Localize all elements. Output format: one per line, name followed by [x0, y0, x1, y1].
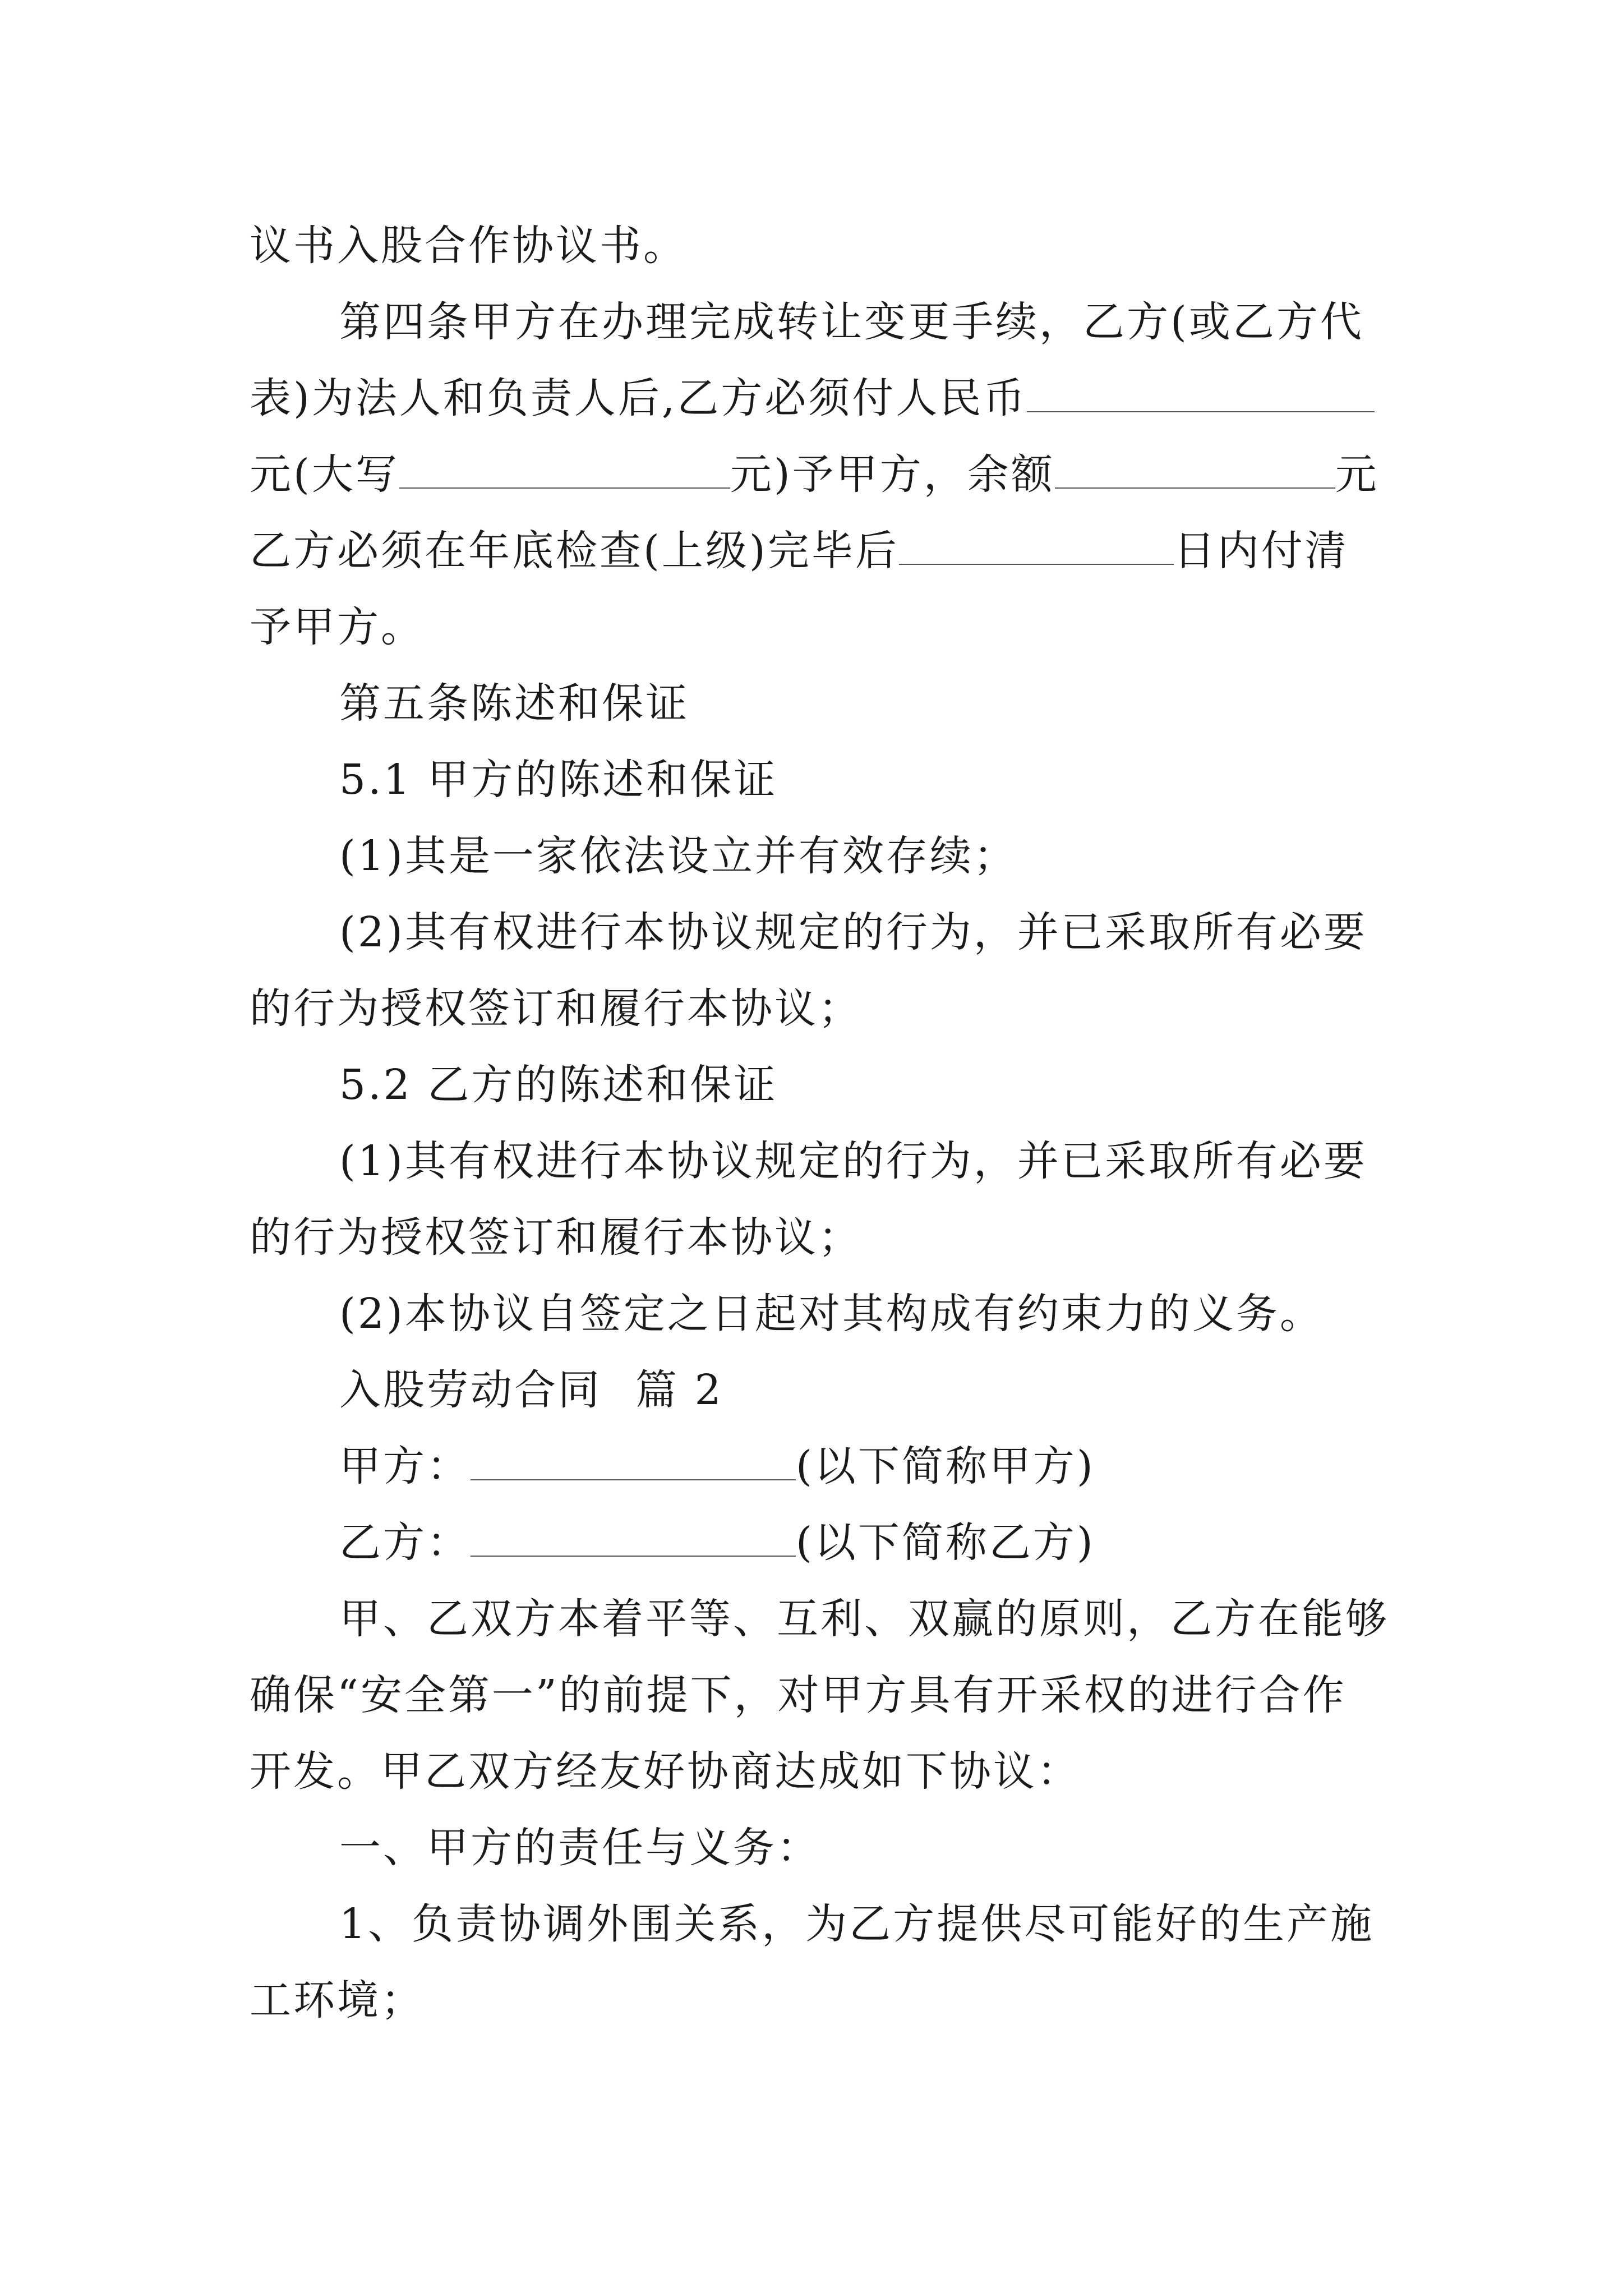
party-b-line — [250, 1504, 1388, 1581]
para-line: 开发。甲乙双方经友好协商达成如下协议： — [250, 1747, 1081, 1796]
party-a-line — [250, 1428, 1388, 1504]
para-line: 1、负责协调外围关系，为乙方提供尽可能好的生产施 — [339, 1900, 1375, 1948]
para-line: 第四条甲方在办理完成转让变更手续，乙方(或乙方代 — [339, 298, 1364, 346]
text-run: 入股劳动合同 — [339, 1366, 602, 1414]
para-line: 议书入股合作协议书。 — [250, 222, 687, 270]
fill-in-blank — [1055, 455, 1335, 489]
text-run: 日内付清 — [1173, 527, 1349, 575]
document-page — [250, 208, 1388, 2039]
fill-in-blank — [399, 455, 730, 489]
para-line: 的行为授权签订和履行本协议； — [250, 1213, 862, 1262]
para-line: (2)本协议自签定之日起对其构成有约束力的义务。 — [339, 1290, 1324, 1338]
text-run: 元 — [1335, 450, 1379, 499]
fill-in-blank — [471, 1447, 796, 1480]
text-run: 元(大写 — [250, 450, 399, 499]
fill-in-blank — [1027, 379, 1375, 412]
para-line: 工环境； — [250, 1976, 425, 2024]
para-line: 的行为授权签订和履行本协议； — [250, 984, 862, 1033]
text-run: (以下简称甲方) — [796, 1442, 1095, 1490]
text-run: 篇 2 — [635, 1366, 723, 1414]
text-run: 表)为法人和负责人后,乙方必须付人民币 — [250, 374, 1027, 422]
para-line: (2)其有权进行本协议规定的行为，并已采取所有必要 — [339, 908, 1367, 956]
para-line — [250, 360, 1388, 436]
para-line: 甲、乙双方本着平等、互利、双赢的原则，乙方在能够 — [339, 1595, 1389, 1643]
para-line: 确保“安全第一”的前提下，对甲方具有开采权的进行合作 — [250, 1671, 1347, 1719]
text-run: 元)予甲方，余额 — [730, 450, 1055, 499]
text-run: (以下简称乙方) — [796, 1519, 1095, 1567]
contract-title — [250, 1352, 1388, 1428]
para-line — [250, 436, 1388, 513]
fill-in-blank — [471, 1523, 796, 1557]
para-line: (1)其有权进行本协议规定的行为，并已采取所有必要 — [339, 1137, 1367, 1185]
para-line: (1)其是一家依法设立并有效存续； — [339, 832, 1017, 880]
section-heading: 第五条陈述和保证 — [339, 679, 689, 728]
fill-in-blank — [899, 531, 1174, 565]
text-run: 乙方： — [339, 1519, 471, 1567]
text-run: 甲方： — [339, 1442, 471, 1490]
text-run: 乙方必须在年底检查(上级)完毕后 — [250, 527, 899, 575]
para-line: 予甲方。 — [250, 603, 425, 651]
section-heading: 一、甲方的责任与义务： — [339, 1824, 820, 1872]
subsection-heading: 5.2 乙方的陈述和保证 — [339, 1061, 778, 1109]
para-line — [250, 513, 1388, 589]
subsection-heading: 5.1 甲方的陈述和保证 — [339, 756, 778, 804]
